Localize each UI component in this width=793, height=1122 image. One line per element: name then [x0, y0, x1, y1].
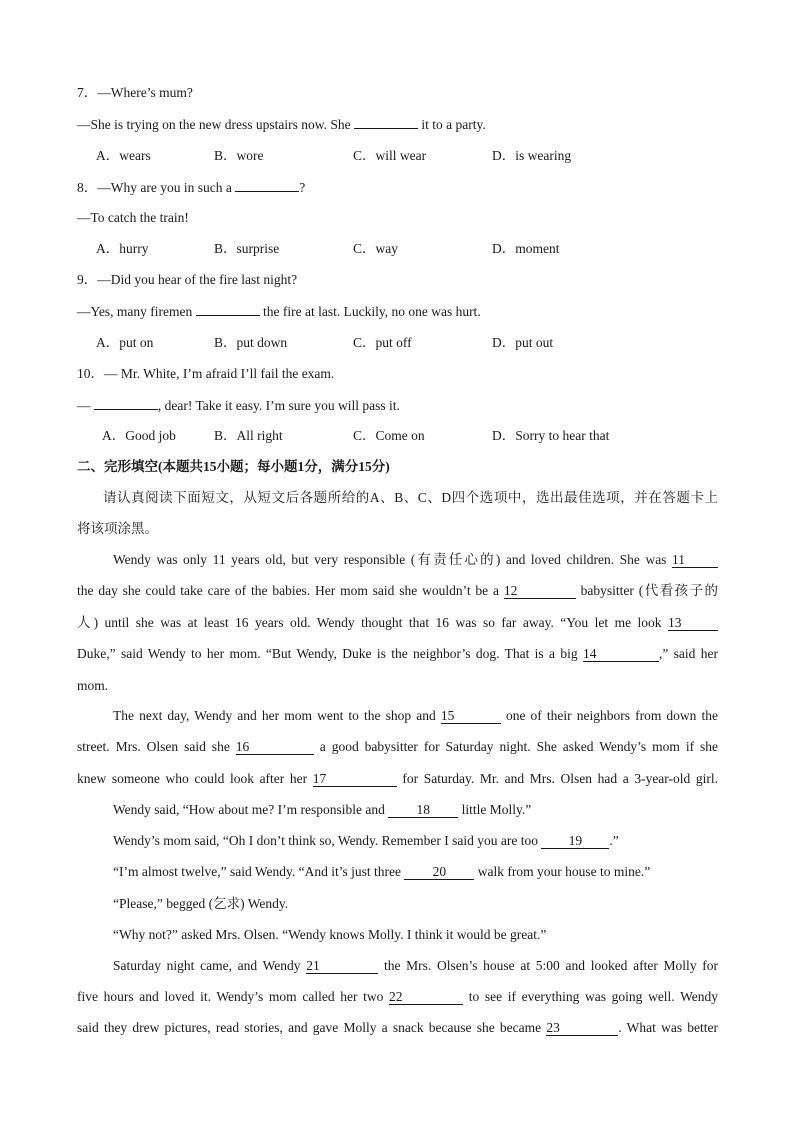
option-text: hurry: [119, 241, 149, 256]
blank-12[interactable]: 12: [504, 583, 576, 599]
blank-13[interactable]: 13: [668, 615, 718, 631]
text: —Yes, many firemen: [77, 304, 196, 319]
option-letter: D．: [492, 428, 516, 443]
option-letter: B．: [214, 335, 237, 350]
option-text: put on: [119, 335, 154, 350]
text: one of their neighbors from down the: [505, 708, 719, 723]
text: , dear! Take it easy. I’m sure you will pass it.: [157, 398, 400, 413]
option-text: Come on: [375, 428, 425, 443]
option-letter: D．: [492, 148, 516, 163]
passage-line: [77, 1019, 718, 1037]
text: Duke,” said Wendy to her mom. “But Wendy, Duke is the neighbor’s dog. That is a big: [77, 646, 578, 661]
text: The next day, Wendy and her mom went to the shop and: [113, 708, 436, 723]
option-letter: B．: [214, 241, 237, 256]
text: the Mrs. Olsen’s house at 5:00 and looked after Molly for: [383, 958, 719, 973]
passage-line: [113, 801, 531, 819]
option-text: moment: [515, 241, 560, 256]
text: knew someone who could look after her: [77, 771, 308, 786]
question-number: 7．: [77, 85, 98, 100]
question-8-line2: —To catch the train!: [77, 210, 189, 225]
option-letter: A．: [96, 241, 120, 256]
passage-line: [113, 863, 650, 881]
blank-17[interactable]: 17: [313, 771, 397, 787]
passage-line: [77, 614, 718, 632]
question-8-prompt: [77, 178, 305, 197]
question-10-prompt: [77, 365, 334, 383]
passage-line: “Why not?” asked Mrs. Olsen. “Wendy knows Molly. I think it would be great.”: [113, 927, 547, 942]
option-b[interactable]: [214, 427, 283, 445]
answer-blank[interactable]: [94, 396, 158, 410]
text: —Why are you in such a: [97, 180, 236, 195]
option-text: Good job: [125, 428, 176, 443]
blank-15[interactable]: 15: [441, 708, 501, 724]
option-letter: A．: [102, 428, 126, 443]
question-7-prompt: [77, 84, 193, 102]
text: for Saturday. Mr. and Mrs. Olsen had a 3-year-old girl.: [402, 771, 719, 786]
question-number: 9．: [77, 272, 98, 287]
option-letter: C．: [353, 241, 376, 256]
option-text: put down: [236, 335, 288, 350]
option-text: put out: [515, 335, 554, 350]
question-text: —Did you hear of the fire last night?: [97, 272, 298, 287]
text: said they drew pictures, read stories, and gave Molly a snack because she became: [77, 1020, 542, 1035]
option-c[interactable]: [353, 427, 425, 445]
option-text: wore: [236, 148, 264, 163]
option-c[interactable]: [353, 240, 398, 258]
option-letter: D．: [492, 335, 516, 350]
blank-21[interactable]: 21: [306, 958, 378, 974]
question-text: —Where’s mum?: [97, 85, 193, 100]
option-d[interactable]: [492, 427, 609, 445]
option-a[interactable]: [96, 147, 151, 165]
option-c[interactable]: [353, 147, 426, 165]
text: babysitter (代看孩子的: [580, 583, 719, 598]
text: .”: [609, 833, 619, 848]
option-d[interactable]: [492, 240, 560, 258]
option-letter: C．: [353, 428, 376, 443]
text: the day she could take care of the babies. Her mom said she wouldn’t be a: [77, 583, 499, 598]
section-instruction: 请认真阅读下面短文，从短文后各题所给的A、B、C、D四个选项中，选出最佳选项，并在答题卡上: [103, 490, 718, 505]
text: street. Mrs. Olsen said she: [77, 739, 230, 754]
option-b[interactable]: [214, 240, 279, 258]
option-c[interactable]: [353, 334, 412, 352]
option-letter: B．: [214, 148, 237, 163]
text: little Molly.”: [461, 802, 532, 817]
passage-line: [77, 738, 718, 756]
passage-line: [113, 832, 619, 850]
blank-19[interactable]: 19: [541, 833, 609, 849]
text: —: [77, 398, 94, 413]
blank-14[interactable]: 14: [583, 646, 659, 662]
option-text: All right: [236, 428, 283, 443]
passage-line: [77, 988, 718, 1006]
option-a[interactable]: [102, 427, 176, 445]
answer-blank[interactable]: [235, 178, 299, 192]
passage-line: [77, 645, 718, 663]
passage-line: mom.: [77, 678, 109, 693]
question-text: — Mr. White, I’m afraid I’ll fail the exam.: [104, 366, 335, 381]
blank-23[interactable]: 23: [546, 1020, 618, 1036]
blank-18[interactable]: 18: [388, 802, 458, 818]
passage-line: [113, 551, 718, 569]
passage-line: [113, 957, 718, 975]
option-letter: C．: [353, 335, 376, 350]
option-text: will wear: [375, 148, 427, 163]
text: “I’m almost twelve,” said Wendy. “And it’s just three: [113, 864, 401, 879]
text: —She is trying on the new dress upstairs now. She: [77, 117, 354, 132]
text: 人) until she was at least 16 years old. Wendy thought that 16 was so far away. “You let me look: [77, 615, 662, 630]
option-letter: C．: [353, 148, 376, 163]
blank-11[interactable]: 11: [672, 552, 718, 568]
blank-20[interactable]: 20: [404, 864, 474, 880]
option-a[interactable]: [96, 334, 153, 352]
text: walk from your house to mine.”: [477, 864, 651, 879]
question-number: 10．: [77, 366, 104, 381]
question-10-line2: [77, 396, 400, 415]
option-text: wears: [119, 148, 151, 163]
answer-blank[interactable]: [196, 302, 260, 316]
question-9-line2: [77, 302, 481, 321]
section-heading: 二、完形填空(本题共15小题；每小题1分，满分15分): [77, 459, 390, 474]
text: five hours and loved it. Wendy’s mom called her two: [77, 989, 384, 1004]
section-instruction-cont: 将该项涂黑。: [77, 521, 158, 536]
option-d[interactable]: [492, 147, 571, 165]
option-text: way: [375, 241, 399, 256]
text: Wendy’s mom said, “Oh I don’t think so, Wendy. Remember I said you are too: [113, 833, 539, 848]
option-d[interactable]: [492, 334, 553, 352]
text: . What was better: [618, 1020, 719, 1035]
passage-line: [77, 770, 718, 788]
text: Wendy was only 11 years old, but very responsible (有责任心的) and loved children. She was: [113, 552, 667, 567]
blank-22[interactable]: 22: [389, 989, 463, 1005]
passage-line: “Please,” begged (乞求) Wendy.: [113, 896, 289, 911]
option-a[interactable]: [96, 240, 149, 258]
option-b[interactable]: [214, 334, 287, 352]
text: it to a party.: [417, 117, 486, 132]
text: ,” said her: [658, 646, 718, 661]
question-number: 8．: [77, 180, 98, 195]
option-text: is wearing: [515, 148, 572, 163]
option-text: surprise: [236, 241, 280, 256]
option-text: put off: [375, 335, 412, 350]
option-letter: A．: [96, 148, 120, 163]
text: the fire at last. Luckily, no one was hurt.: [259, 304, 481, 319]
question-9-prompt: [77, 271, 297, 289]
option-letter: A．: [96, 335, 120, 350]
text: to see if everything was going well. Wendy: [468, 989, 719, 1004]
option-text: Sorry to hear that: [515, 428, 610, 443]
option-letter: D．: [492, 241, 516, 256]
text: a good babysitter for Saturday night. She asked Wendy’s mom if she: [319, 739, 719, 754]
question-7-line2: [77, 115, 486, 134]
answer-blank[interactable]: [354, 115, 418, 129]
passage-line: [113, 707, 718, 725]
passage-line: [77, 582, 718, 600]
option-b[interactable]: [214, 147, 264, 165]
blank-16[interactable]: 16: [236, 739, 314, 755]
option-letter: B．: [214, 428, 237, 443]
text: Saturday night came, and Wendy: [113, 958, 301, 973]
text: ?: [299, 180, 306, 195]
text: Wendy said, “How about me? I’m responsible and: [113, 802, 385, 817]
